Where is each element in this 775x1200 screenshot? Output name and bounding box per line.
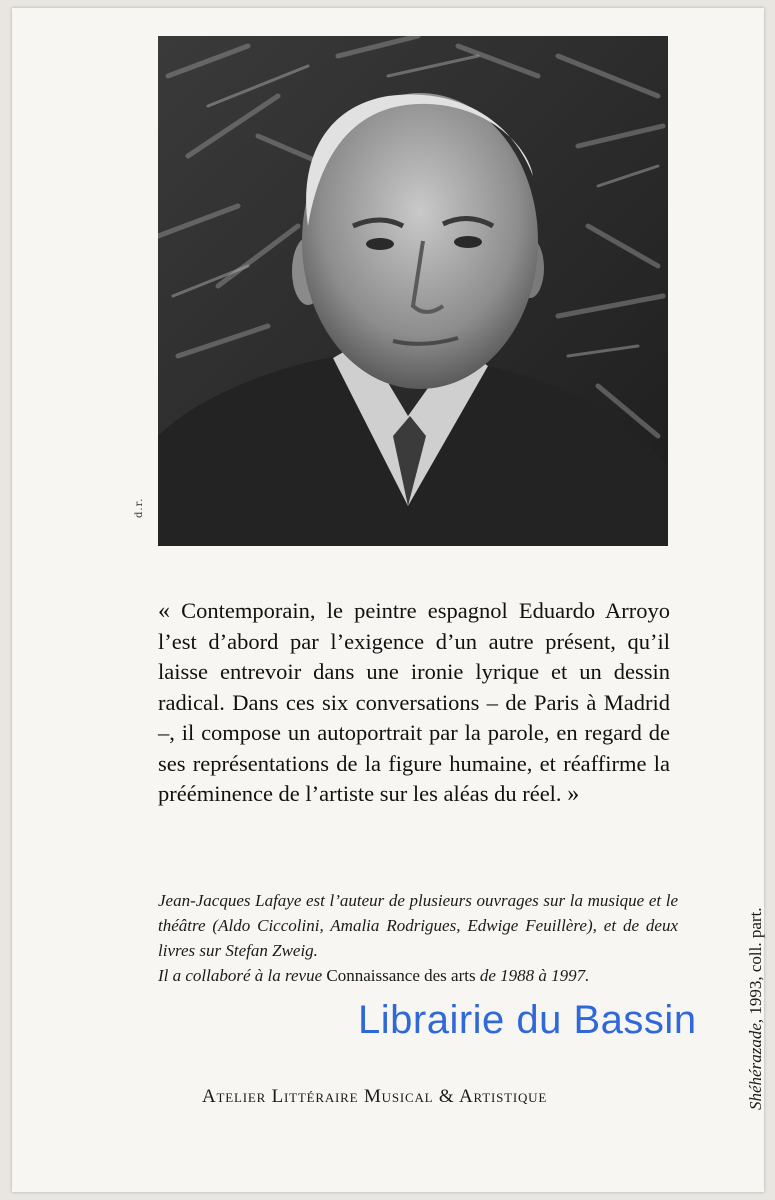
artwork-title: Shéhérazade bbox=[746, 1023, 765, 1110]
bio-line-1: Jean-Jacques Lafaye est l’auteur de plusieurs ouvrages sur la musique et le théâtre (Aldo Ciccolini, Amalia Rodrigues, Edwige Feuillère), et de deux livres sur Stefan Zweig. bbox=[158, 891, 678, 960]
portrait-illustration bbox=[158, 36, 668, 546]
bio-journal-title: Connaissance des arts bbox=[326, 966, 476, 985]
quote-close-mark: » bbox=[567, 781, 580, 807]
cover-art-credit bbox=[746, 907, 766, 1110]
author-bio bbox=[158, 888, 678, 988]
quote-open-mark: « bbox=[158, 598, 170, 624]
publisher-name: Atelier Littéraire Musical & Artistique bbox=[202, 1086, 548, 1107]
artwork-details: , 1993, coll. part. bbox=[746, 907, 765, 1024]
author-portrait-photo bbox=[158, 36, 668, 546]
bio-line-2-end: de 1988 à 1997. bbox=[475, 966, 590, 985]
bio-line-2-start: Il a collaboré à la revue bbox=[158, 966, 327, 985]
quote-block bbox=[158, 596, 670, 810]
quote-text: Contemporain, le peintre espagnol Eduardo Arroyo l’est d’abord par l’exigence d’un autre présent, qu’il laisse entrevoir dans une ironie lyrique et un dessin radical. Dans ces six conversations – de Paris à Madrid –, il compose un autoportrait par la parole, en regard de ses représentations de la figure humaine, et réaffirme la prééminence de l’artiste sur les aléas du réel. bbox=[158, 598, 670, 806]
bio-line-2 bbox=[158, 963, 678, 988]
bookseller-watermark: Librairie du Bassin bbox=[358, 998, 697, 1042]
photo-credit: d.r. bbox=[134, 497, 145, 518]
